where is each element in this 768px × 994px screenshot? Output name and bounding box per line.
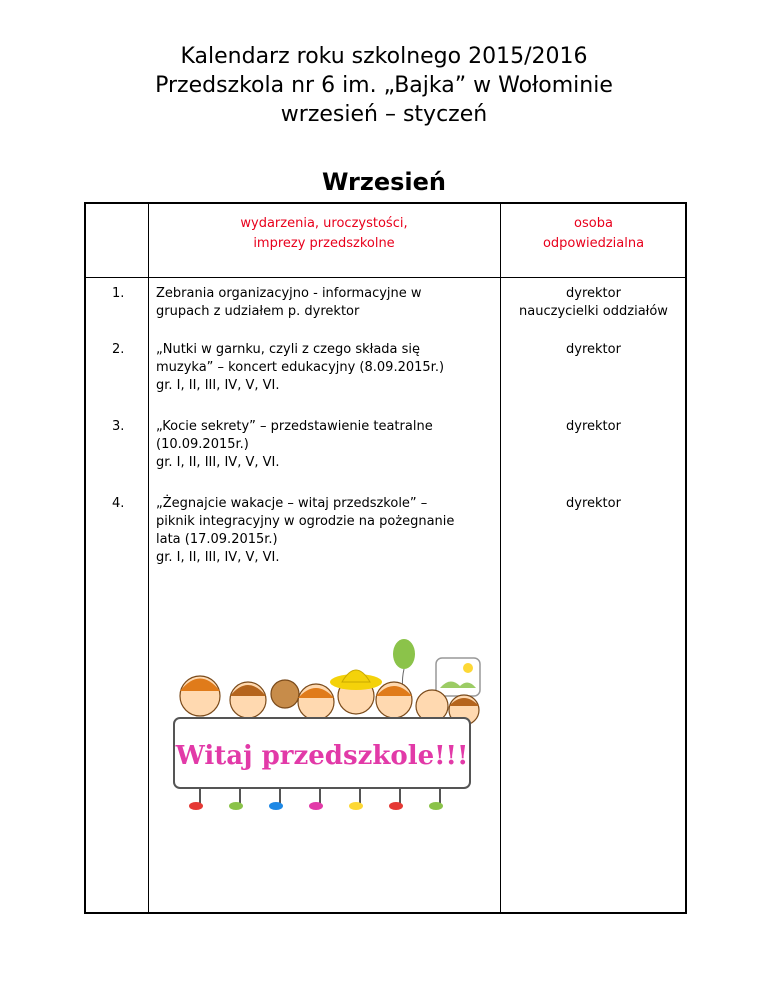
row-responsible <box>500 285 687 321</box>
banner-text: Witaj przedszkole!!! <box>175 741 469 771</box>
responsible-line: dyrektor <box>566 419 621 434</box>
row-text-line: gr. I, II, III, IV, V, VI. <box>156 550 280 565</box>
kindergarten-illustration <box>160 636 490 816</box>
column-divider-1 <box>148 204 149 912</box>
row-text-line: gr. I, II, III, IV, V, VI. <box>156 455 280 470</box>
column-header-events-line-2: imprezy przedszkolne <box>253 236 395 251</box>
title-line-1: Kalendarz roku szkolnego 2015/2016 <box>180 44 588 69</box>
row-number: 3. <box>112 419 125 434</box>
column-header-events-line-1: wydarzenia, uroczystości, <box>240 216 408 231</box>
children-feet <box>189 788 443 810</box>
row-text-line: lata (17.09.2015r.) <box>156 532 278 547</box>
title-line-3: wrzesień – styczeń <box>280 102 488 127</box>
row-text-line: Zebrania organizacyjno - informacyjne w <box>156 286 422 301</box>
row-text-line: „Żegnajcie wakacje – witaj przedszkole” – <box>156 496 428 511</box>
row-description <box>156 285 491 321</box>
row-text-line: piknik integracyjny w ogrodzie na pożegnanie <box>156 514 455 529</box>
row-description <box>156 495 491 567</box>
column-header-person-line-1: osoba <box>574 216 613 231</box>
document-title <box>0 42 768 129</box>
responsible-line: dyrektor <box>566 286 621 301</box>
row-responsible <box>500 495 687 513</box>
column-header-events <box>148 214 500 254</box>
row-description <box>156 418 491 472</box>
row-description <box>156 341 491 395</box>
welcome-banner <box>174 718 470 788</box>
responsible-line: dyrektor <box>566 496 621 511</box>
children-faces <box>180 670 479 725</box>
drawing-frame-icon <box>436 658 480 696</box>
responsible-line: dyrektor <box>566 342 621 357</box>
row-text-line: „Kocie sekrety” – przedstawienie teatralne <box>156 419 433 434</box>
row-text-line: grupach z udziałem p. dyrektor <box>156 304 360 319</box>
row-responsible <box>500 341 687 359</box>
row-number: 1. <box>112 286 125 301</box>
row-text-line: muzyka” – koncert edukacyjny (8.09.2015r.) <box>156 360 445 375</box>
row-text-line: „Nutki w garnku, czyli z czego składa się <box>156 342 421 357</box>
title-line-2: Przedszkola nr 6 im. „Bajka” w Wołominie <box>155 73 613 98</box>
row-number: 4. <box>112 496 125 511</box>
header-divider <box>86 277 685 278</box>
month-heading: Wrzesień <box>321 168 446 196</box>
row-responsible <box>500 418 687 436</box>
column-header-person-line-2: odpowiedzialna <box>542 236 645 251</box>
row-number: 2. <box>112 342 125 357</box>
column-header-person <box>500 214 687 254</box>
responsible-line: nauczycielki oddziałów <box>519 304 668 319</box>
row-text-line: gr. I, II, III, IV, V, VI. <box>156 378 280 393</box>
row-text-line: (10.09.2015r.) <box>156 437 249 452</box>
